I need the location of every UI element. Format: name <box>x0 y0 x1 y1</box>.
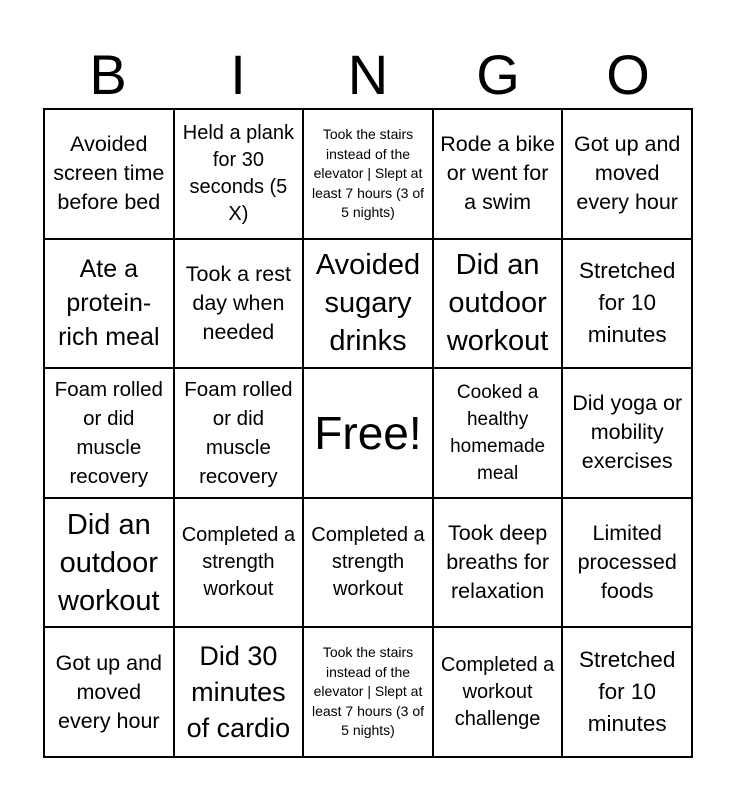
cell-label: Did 30 minutes of cardio <box>186 641 291 744</box>
bingo-cell-r3-c5[interactable] <box>562 368 692 498</box>
bingo-cell-r5-c4[interactable] <box>433 627 563 757</box>
cell-label: Took a rest day when needed <box>185 261 291 344</box>
bingo-cell-r4-c1[interactable] <box>44 498 174 628</box>
cell-label: Did an outdoor workout <box>58 508 160 617</box>
bingo-cell-r5-c5[interactable] <box>562 627 692 757</box>
bingo-cell-r4-c4[interactable] <box>433 498 563 628</box>
cell-label: Avoided sugary drinks <box>315 249 421 358</box>
cell-label: Got up and moved every hour <box>574 132 681 215</box>
bingo-cell-r2-c2[interactable] <box>174 239 304 369</box>
cell-label: Foam rolled or did muscle recovery <box>54 377 163 488</box>
cell-label: Cooked a healthy homemade meal <box>450 381 546 484</box>
cell-label: Did an outdoor workout <box>446 249 549 358</box>
bingo-cell-r2-c1[interactable] <box>44 239 174 369</box>
cell-label: Stretched for 10 minutes <box>579 258 676 348</box>
cell-label: Limited processed foods <box>577 521 677 604</box>
cell-label: Did yoga or mobility exercises <box>572 391 683 474</box>
bingo-cell-r5-c3[interactable] <box>303 627 433 757</box>
cell-label: Ate a protein-rich meal <box>58 255 160 352</box>
cell-label: Completed a strength workout <box>181 524 296 601</box>
cell-label: Completed a workout challenge <box>440 653 555 730</box>
header-letter-b: B <box>89 43 127 106</box>
bingo-cell-r2-c3[interactable] <box>303 239 433 369</box>
bingo-cell-r4-c3[interactable] <box>303 498 433 628</box>
bingo-cell-r4-c5[interactable] <box>562 498 692 628</box>
cell-label: Stretched for 10 minutes <box>579 647 676 737</box>
bingo-cell-r1-c1[interactable] <box>44 109 174 239</box>
header-letter-g: G <box>476 43 520 106</box>
bingo-board <box>43 108 693 758</box>
cell-label: Foam rolled or did muscle recovery <box>184 377 293 488</box>
bingo-cell-r5-c1[interactable] <box>44 627 174 757</box>
bingo-cell-r1-c4[interactable] <box>433 109 563 239</box>
cell-label: Completed a strength workout <box>311 524 425 601</box>
header-letter-o: O <box>606 43 650 106</box>
cell-label: Rode a bike or went for a swim <box>440 132 555 215</box>
cell-label: Held a plank for 30 seconds (5 X) <box>182 121 294 225</box>
bingo-cell-r3-c3-free[interactable] <box>303 368 433 498</box>
cell-label: Took deep breaths for relaxation <box>446 521 549 604</box>
bingo-header <box>43 44 693 106</box>
bingo-cell-r4-c2[interactable] <box>174 498 304 628</box>
free-space-label: Free! <box>314 406 422 459</box>
header-letter-n: N <box>347 43 389 106</box>
cell-label: Avoided screen time before bed <box>53 132 165 215</box>
header-letter-i: I <box>230 43 246 106</box>
cell-label: Took the stairs instead of the elevator | Slept at least 7 hours (3 of 5 nights) <box>311 126 425 221</box>
bingo-cell-r5-c2[interactable] <box>174 627 304 757</box>
bingo-cell-r3-c2[interactable] <box>174 368 304 498</box>
cell-label: Got up and moved every hour <box>55 650 162 733</box>
cell-label: Took the stairs instead of the elevator | Slept at least 7 hours (3 of 5 nights) <box>311 644 425 739</box>
bingo-cell-r3-c1[interactable] <box>44 368 174 498</box>
bingo-cell-r2-c4[interactable] <box>433 239 563 369</box>
bingo-cell-r1-c3[interactable] <box>303 109 433 239</box>
bingo-cell-r1-c5[interactable] <box>562 109 692 239</box>
bingo-cell-r2-c5[interactable] <box>562 239 692 369</box>
bingo-cell-r3-c4[interactable] <box>433 368 563 498</box>
bingo-cell-r1-c2[interactable] <box>174 109 304 239</box>
